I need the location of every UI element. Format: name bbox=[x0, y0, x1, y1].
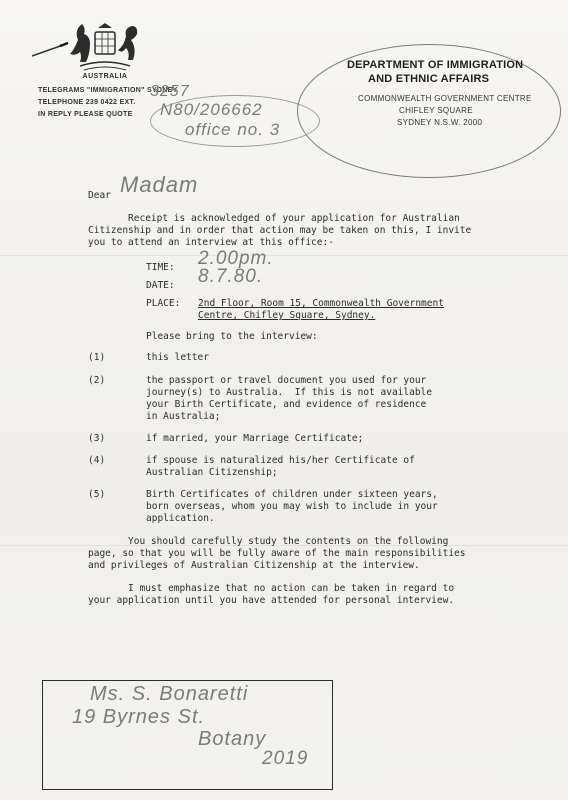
address-postcode: 2019 bbox=[262, 748, 309, 769]
item-line: application. bbox=[146, 513, 215, 524]
reply-line: IN REPLY PLEASE QUOTE bbox=[38, 111, 133, 118]
salutation-dear: Dear bbox=[88, 190, 111, 201]
address-name: Ms. S. Bonaretti bbox=[90, 683, 249, 705]
item-number: (4) bbox=[88, 455, 106, 466]
emphasis-line: your application until you have attended for personal interview. bbox=[88, 595, 455, 606]
item-number: (5) bbox=[88, 489, 106, 500]
address-street: 19 Byrnes St. bbox=[72, 706, 206, 728]
telegrams-line: TELEGRAMS "IMMIGRATION" SYDNEY bbox=[38, 87, 178, 94]
item-line: born overseas, whom you may wish to include in your bbox=[146, 501, 438, 512]
fold-line bbox=[0, 255, 568, 256]
date-value: 8.7.80. bbox=[198, 266, 264, 287]
time-value: 2.00pm. bbox=[198, 248, 274, 269]
item-line: journey(s) to Australia. If this is not available bbox=[146, 387, 432, 398]
closing-line: and privileges of Australian Citizenship at the interview. bbox=[88, 560, 420, 571]
reference-number: 3257 bbox=[150, 83, 190, 100]
department-name-line1: DEPARTMENT OF IMMIGRATION bbox=[347, 59, 524, 71]
department-address1: COMMONWEALTH GOVERNMENT CENTRE bbox=[358, 94, 532, 103]
department-address2: CHIFLEY SQUARE bbox=[399, 106, 473, 115]
item-line: the passport or travel document you used for your bbox=[146, 375, 427, 386]
emphasis-line: I must emphasize that no action can be taken in regard to bbox=[88, 583, 455, 594]
closing-line: page, so that you will be fully aware of the main responsibilities bbox=[88, 548, 466, 559]
salutation-name: Madam bbox=[120, 172, 199, 197]
item-number: (3) bbox=[88, 433, 106, 444]
intro-line: Citizenship and in order that action may be taken on this, I invite bbox=[88, 225, 472, 236]
place-line1: 2nd Floor, Room 15, Commonwealth Government bbox=[198, 298, 444, 309]
department-name-line2: AND ETHNIC AFFAIRS bbox=[368, 73, 490, 85]
intro-line: Receipt is acknowledged of your application for Australian bbox=[88, 213, 460, 224]
time-label: TIME: bbox=[146, 262, 175, 273]
item-line: Australian Citizenship; bbox=[146, 467, 278, 478]
place-line2: Centre, Chifley Square, Sydney. bbox=[198, 310, 376, 321]
place-label: PLACE: bbox=[146, 298, 181, 309]
department-address3: SYDNEY N.S.W. 2000 bbox=[397, 118, 483, 127]
item-line: Birth Certificates of children under sixteen years, bbox=[146, 489, 438, 500]
item-line: this letter bbox=[146, 352, 209, 363]
item-number: (1) bbox=[88, 352, 106, 363]
item-number: (2) bbox=[88, 375, 106, 386]
crest-label: AUSTRALIA bbox=[82, 73, 128, 80]
closing-line: You should carefully study the contents on the following bbox=[88, 536, 449, 547]
date-label: DATE: bbox=[146, 280, 175, 291]
item-line: your Birth Certificate, and evidence of residence bbox=[146, 399, 427, 410]
bring-intro: Please bring to the interview: bbox=[146, 331, 318, 342]
intro-line: you to attend an interview at this office:- bbox=[88, 237, 334, 248]
office-number: office no. 3 bbox=[185, 120, 281, 139]
coat-of-arms-icon bbox=[60, 20, 150, 80]
item-line: if spouse is naturalized his/her Certificate of bbox=[146, 455, 415, 466]
item-line: in Australia; bbox=[146, 411, 221, 422]
telephone-line: TELEPHONE 239 0422 EXT. bbox=[38, 99, 136, 106]
item-line: if married, your Marriage Certificate; bbox=[146, 433, 364, 444]
address-suburb: Botany bbox=[198, 728, 267, 750]
file-number: N80/206662 bbox=[160, 100, 263, 119]
